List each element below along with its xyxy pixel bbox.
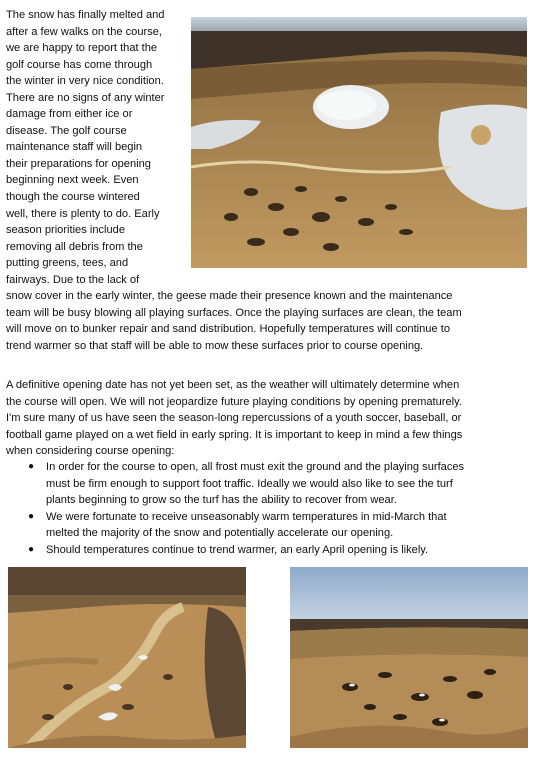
text-line: football game played on a wet field in early spring. It is important to keep in mind a few things <box>6 428 463 441</box>
bullet-icon: ● <box>28 461 35 472</box>
text-line: We were fortunate to receive unseasonably warm temperatures in mid-March that <box>46 510 447 523</box>
text-line: beginning next week. Even <box>6 174 139 187</box>
text-line: removing all debris from the <box>6 240 143 253</box>
text-line: well, there is plenty to do. Early <box>6 207 160 220</box>
text-line: Should temperatures continue to trend warmer, an early April opening is likely. <box>46 543 429 556</box>
text-line: snow cover in the early winter, the geese made their presence known and the maintenance <box>6 290 453 302</box>
aerial-photo-bunkers <box>290 567 528 748</box>
bullet-icon: ● <box>28 510 35 522</box>
paragraph-1-narrow <box>6 7 188 288</box>
text-line: plants beginning to grow so the turf has the ability to recover from wear. <box>46 494 397 506</box>
text-line: The snow has finally melted and <box>6 9 165 21</box>
text-line: though the course wintered <box>6 191 140 204</box>
text-line: damage from either ice or <box>6 108 133 121</box>
text-line: their preparations for opening <box>6 157 151 170</box>
aerial-photo-fairway <box>8 567 246 748</box>
text-line: melted the majority of the snow and potentially accelerate our opening. <box>46 527 394 539</box>
paragraph-1-wide <box>6 288 526 354</box>
text-line: when considering course opening: <box>6 445 175 457</box>
text-line: trend warmer so that staff will be able to mow these surfaces prior to course opening. <box>6 339 424 352</box>
text-line: I'm sure many of us have seen the season-long repercussions of a youth soccer, baseball, or <box>6 412 462 424</box>
aerial-photo-course-snow <box>191 17 527 268</box>
text-line: after a few walks on the course, <box>6 25 163 38</box>
text-line: fairways. Due to the lack of <box>6 273 140 286</box>
text-line: maintenance staff will begin <box>6 141 143 154</box>
text-line: putting greens, tees, and <box>6 257 129 270</box>
text-line: the course will open. We will not jeopardize future playing conditions by opening prematurely. <box>6 395 462 408</box>
text-line: the winter in very nice condition. <box>6 75 164 88</box>
text-line: golf course has come through <box>6 58 153 71</box>
text-line: team will be busy blowing all playing surfaces. Once the playing surfaces are clean, the team <box>6 306 462 319</box>
text-line: we are happy to report that the <box>6 42 158 55</box>
paragraph-2 <box>6 377 526 460</box>
text-line: In order for the course to open, all frost must exit the ground and the playing surfaces <box>46 461 465 473</box>
text-line: season priorities include <box>6 224 126 237</box>
text-line: A definitive opening date has not yet been set, as the weather will ultimately determine when <box>6 379 460 391</box>
text-line: There are no signs of any winter <box>6 91 165 104</box>
text-line: will move on to bunker repair and sand distribution. Hopefully temperatures will continue to <box>6 323 450 335</box>
bullet-icon: ● <box>28 543 35 555</box>
text-line: disease. The golf course <box>6 124 127 137</box>
text-line: must be firm enough to support foot traffic. Ideally we would also like to see the turf <box>46 477 453 490</box>
